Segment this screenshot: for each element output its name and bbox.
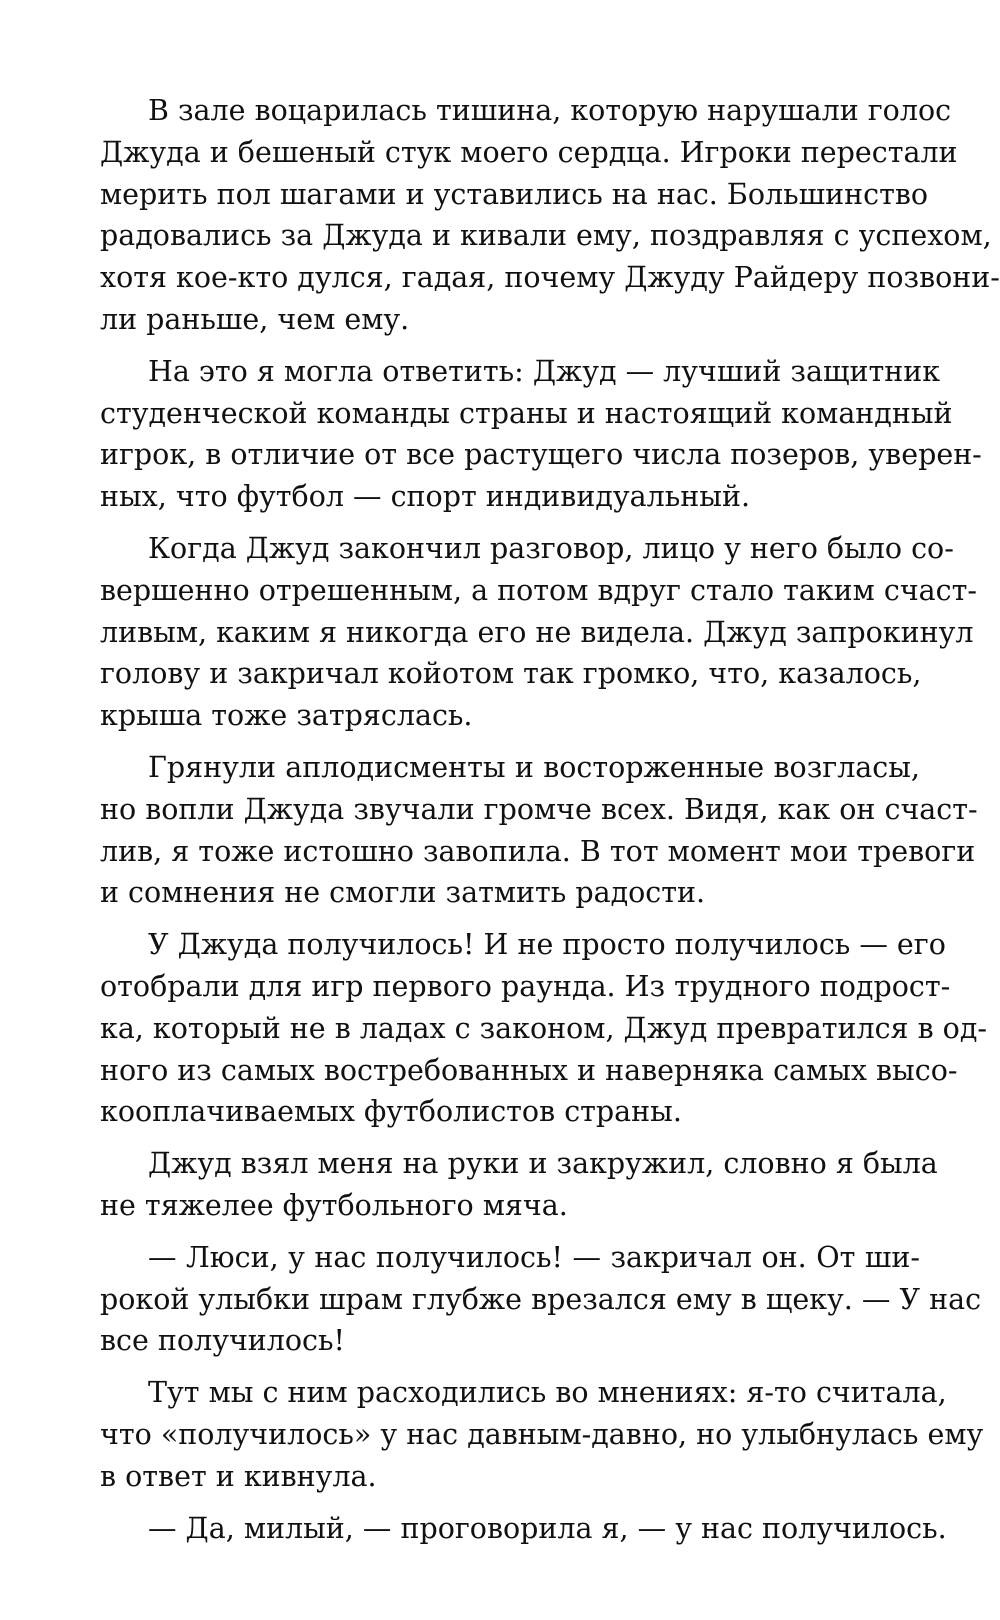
text-line: отобрали для игр первого раунда. Из трудного подрост- (100, 969, 951, 1003)
paragraph (100, 528, 978, 737)
text-line: все получилось! (100, 1324, 345, 1358)
text-line: голову и закричал койотом так громко, что, казалось, (100, 657, 922, 691)
book-page (100, 90, 1000, 1559)
text-line: ка, который не в ладах с законом, Джуд превратился в од- (100, 1011, 988, 1045)
text-line: ных, что футбол — спорт индивидуальный. (100, 480, 751, 514)
paragraph (100, 1237, 982, 1362)
text-line: вершенно отрешенным, а потом вдруг стало таким счаст- (100, 573, 978, 607)
text-line: ного из самых востребованных и наверняка самых высо- (100, 1053, 958, 1087)
text-line: игрок, в отличие от все растущего числа позеров, уверен- (100, 438, 982, 472)
paragraph (100, 1143, 938, 1227)
paragraph (100, 1372, 984, 1497)
text-line: в ответ и кивнула. (100, 1459, 377, 1493)
text-line: не тяжелее футбольного мяча. (100, 1188, 568, 1222)
text-line: рокой улыбки шрам глубже врезался ему в щеку. — У нас (100, 1282, 982, 1316)
text-line: Джуд взял меня на руки и закружил, словно я была (148, 1147, 938, 1181)
text-line: крыша тоже затряслась. (100, 699, 473, 733)
text-line: хотя кое-кто дулся, гадая, почему Джуду Райдеру позвони- (100, 261, 1000, 295)
text-line: Грянули аплодисменты и восторженные возгласы, (148, 750, 920, 784)
text-line: У Джуда получилось! И не просто получилось — его (148, 928, 946, 962)
text-line: Джуда и бешеный стук моего сердца. Игроки перестали (100, 135, 958, 169)
paragraph (100, 1508, 947, 1550)
text-line: мерить пол шагами и уставились на нас. Большинство (100, 177, 929, 211)
text-line: — Люси, у нас получилось! — закричал он. От ши- (148, 1240, 920, 1274)
text-line: студенческой команды страны и настоящий командный (100, 396, 953, 430)
text-line: радовались за Джуда и кивали ему, поздравляя с успехом, (100, 219, 992, 253)
text-line: Тут мы с ним расходились во мнениях: я-то считала, (148, 1376, 947, 1410)
text-line: Когда Джуд закончил разговор, лицо у него было со- (148, 531, 954, 565)
text-line: что «получилось» у нас давным-давно, но улыбнулась ему (100, 1417, 984, 1451)
text-line: кооплачиваемых футболистов страны. (100, 1095, 682, 1129)
text-line: и сомнения не смогли затмить радости. (100, 876, 706, 910)
text-line: но вопли Джуда звучали громче всех. Видя, как он счаст- (100, 792, 978, 826)
paragraph (100, 924, 988, 1133)
text-line: лив, я тоже истошно завопила. В тот момент мои тревоги (100, 834, 976, 868)
paragraph (100, 90, 1000, 341)
text-line: ли раньше, чем ему. (100, 302, 410, 336)
paragraph (100, 351, 982, 518)
text-line: — Да, милый, — проговорила я, — у нас получилось. (148, 1511, 947, 1545)
text-line: ливым, каким я никогда его не видела. Джуд запрокинул (100, 615, 974, 649)
text-line: В зале воцарилась тишина, которую нарушали голос (148, 94, 952, 127)
paragraph (100, 747, 978, 914)
text-line: На это я могла ответить: Джуд — лучший защитник (148, 354, 941, 388)
